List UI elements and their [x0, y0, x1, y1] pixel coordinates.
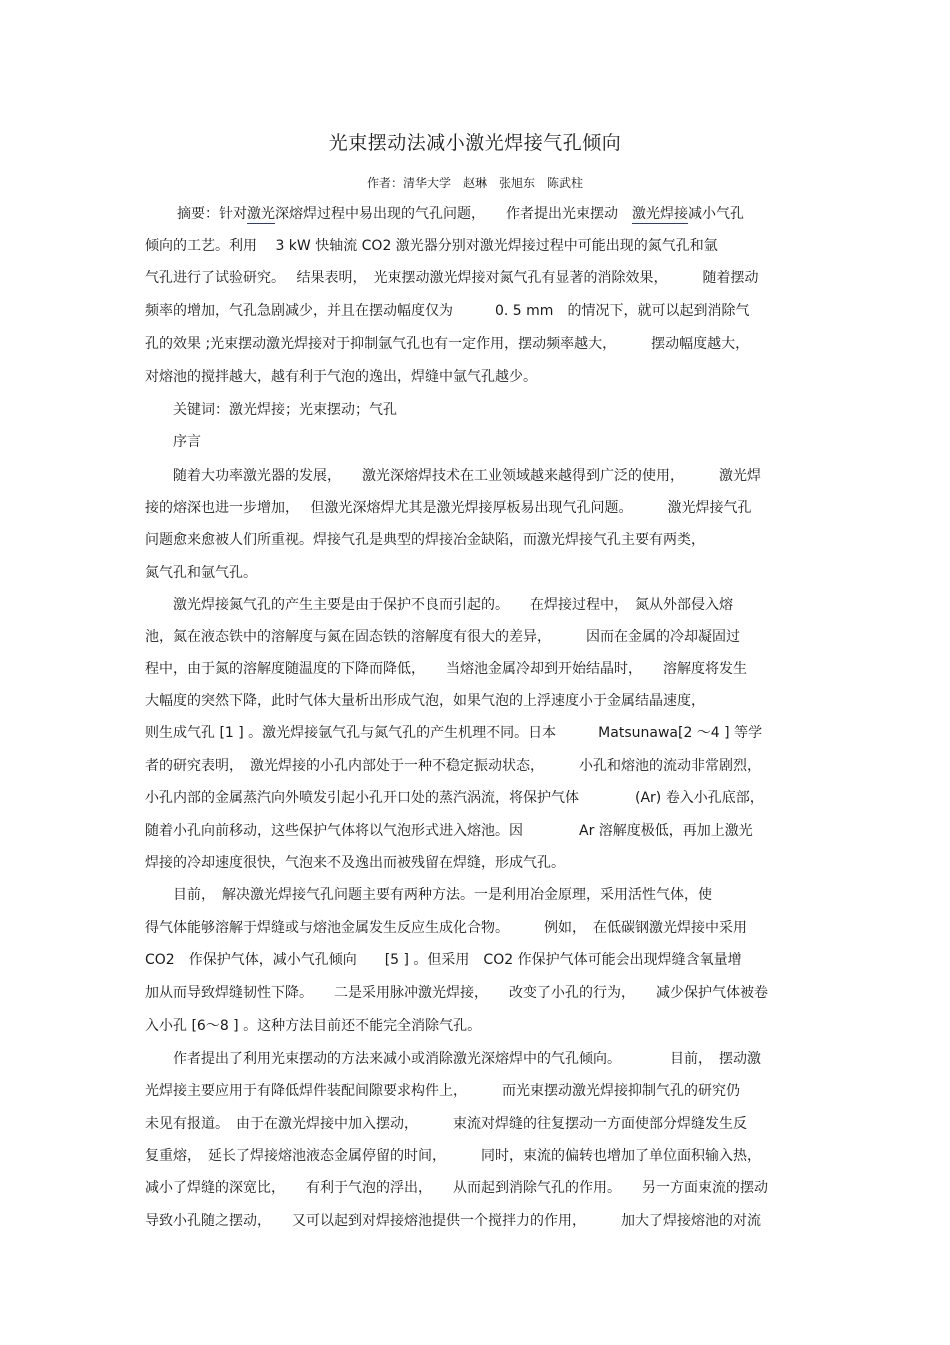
- text-line: 问题愈来愈被人们所重视。焊接气孔是典型的焊接冶金缺陷，而激光焊接气孔主要有两类，: [145, 532, 705, 548]
- paper-title: 光束摆动法减小激光焊接气孔倾向: [328, 132, 622, 154]
- text-line: 未见有报道。 由于在激光焊接中加入摆动， 束流对焊缝的往复摆动一方面使部分焊缝发生反: [145, 1116, 747, 1132]
- text-line: 则生成气孔 [1 ] 。激光焊接氩气孔与氮气孔的产生机理不同。日本 Matsunawa[2 ～4 ] 等学: [145, 725, 763, 741]
- text-line: 目前， 解决激光焊接气孔问题主要有两种方法。一是利用冶金原理，采用活性气体，使: [145, 887, 712, 903]
- text-line: 作者提出了利用光束摆动的方法来减小或消除激光深熔焊中的气孔倾向。 目前， 摆动激: [145, 1051, 761, 1067]
- text-line: CO2 作保护气体，减小气孔倾向 [5 ] 。但采用 CO2 作保护气体可能会出现焊缝含氧量增: [145, 952, 742, 968]
- text-line: 气孔进行了试验研究。 结果表明， 光束摆动激光焊接对氮气孔有显著的消除效果， 随着摆动: [145, 270, 759, 286]
- text-line: 随着小孔向前移动，这些保护气体将以气泡形式进入熔池。因 Ar 溶解度极低，再加上激光: [145, 823, 753, 839]
- text-line: 孔的效果 ;光束摆动激光焊接对于抑制氩气孔也有一定作用，摆动频率越大， 摆动幅度越大，: [145, 336, 750, 352]
- abstract-prefix: 摘要：针对: [177, 206, 247, 222]
- text-line: 光焊接主要应用于有降低焊件装配间隙要求构件上， 而光束摆动激光焊接抑制气孔的研究仍: [145, 1083, 740, 1099]
- text-line: 关键词：激光焊接；光束摆动；气孔: [145, 402, 397, 418]
- text-line: 大幅度的突然下降，此时气体大量析出形成气泡，如果气泡的上浮速度小于金属结晶速度，: [145, 693, 705, 709]
- text-line: 复重熔， 延长了焊接熔池液态金属停留的时间， 同时，束流的偏转也增加了单位面积输入热，: [145, 1148, 761, 1164]
- text-line: 激光焊接氮气孔的产生主要是由于保护不良而引起的。 在焊接过程中， 氮从外部侵入熔: [145, 597, 733, 613]
- text-line: 得气体能够溶解于焊缝或与熔池金属发生反应生成化合物。 例如， 在低碳钢激光焊接中采用: [145, 920, 747, 936]
- text-line: 接的熔深也进一步增加， 但激光深熔焊尤其是激光焊接厚板易出现气孔问题。 激光焊接气孔: [145, 500, 752, 516]
- text-line: 者的研究表明， 激光焊接的小孔内部处于一种不稳定振动状态， 小孔和熔池的流动非常剧烈，: [145, 758, 761, 774]
- text-line: 氮气孔和氩气孔。: [145, 565, 257, 581]
- text-line: 入小孔 [6～8 ] 。这种方法目前还不能完全消除气孔。: [145, 1018, 482, 1034]
- text-line: 对熔池的搅拌越大，越有利于气泡的逸出，焊缝中氩气孔越少。: [145, 369, 537, 385]
- abstract-suffix: 减小气孔: [688, 206, 744, 222]
- text-line: 序言: [145, 434, 201, 450]
- text-line: 减小了焊缝的深宽比， 有利于气泡的浮出， 从而起到消除气孔的作用。 另一方面束流的摆动: [145, 1180, 768, 1196]
- text-line: 导致小孔随之摆动， 又可以起到对焊接熔池提供一个搅拌力的作用， 加大了焊接熔池的对流: [145, 1213, 761, 1229]
- text-line: 倾向的工艺。利用 3 kW 快轴流 CO2 激光器分别对激光焊接过程中可能出现的氮气孔和氩: [145, 238, 718, 254]
- text-line: 加从而导致焊缝韧性下降。 二是采用脉冲激光焊接， 改变了小孔的行为， 减少保护气体被卷: [145, 985, 768, 1001]
- abstract-first-line: [145, 204, 810, 224]
- text-line: 频率的增加，气孔急剧减少，并且在摆动幅度仅为 0. 5 mm 的情况下，就可以起到消除气: [145, 303, 750, 319]
- link-laser[interactable]: 激光: [247, 206, 275, 222]
- text-line: 随着大功率激光器的发展， 激光深熔焊技术在工业领域越来越得到广泛的使用， 激光焊: [145, 468, 761, 484]
- text-line: 焊接的冷却速度很快，气泡来不及逸出而被残留在焊缝，形成气孔。: [145, 855, 565, 871]
- text-line: 池，氮在液态铁中的溶解度与氮在固态铁的溶解度有很大的差异， 因而在金属的冷却凝固过: [145, 629, 740, 645]
- abstract-mid: 深熔焊过程中易出现的气孔问题， 作者提出光束摆动: [275, 206, 632, 222]
- text-line: 小孔内部的金属蒸汽向外喷发引起小孔开口处的蒸汽涡流，将保护气体 (Ar) 卷入小孔底部，: [145, 790, 764, 806]
- text-line: 程中，由于氮的溶解度随温度的下降而降低， 当熔池金属冷却到开始结晶时， 溶解度将发生: [145, 661, 747, 677]
- link-laser-welding[interactable]: 激光焊接: [632, 206, 688, 222]
- author-line: 作者：清华大学 赵琳 张旭东 陈武柱: [366, 176, 583, 190]
